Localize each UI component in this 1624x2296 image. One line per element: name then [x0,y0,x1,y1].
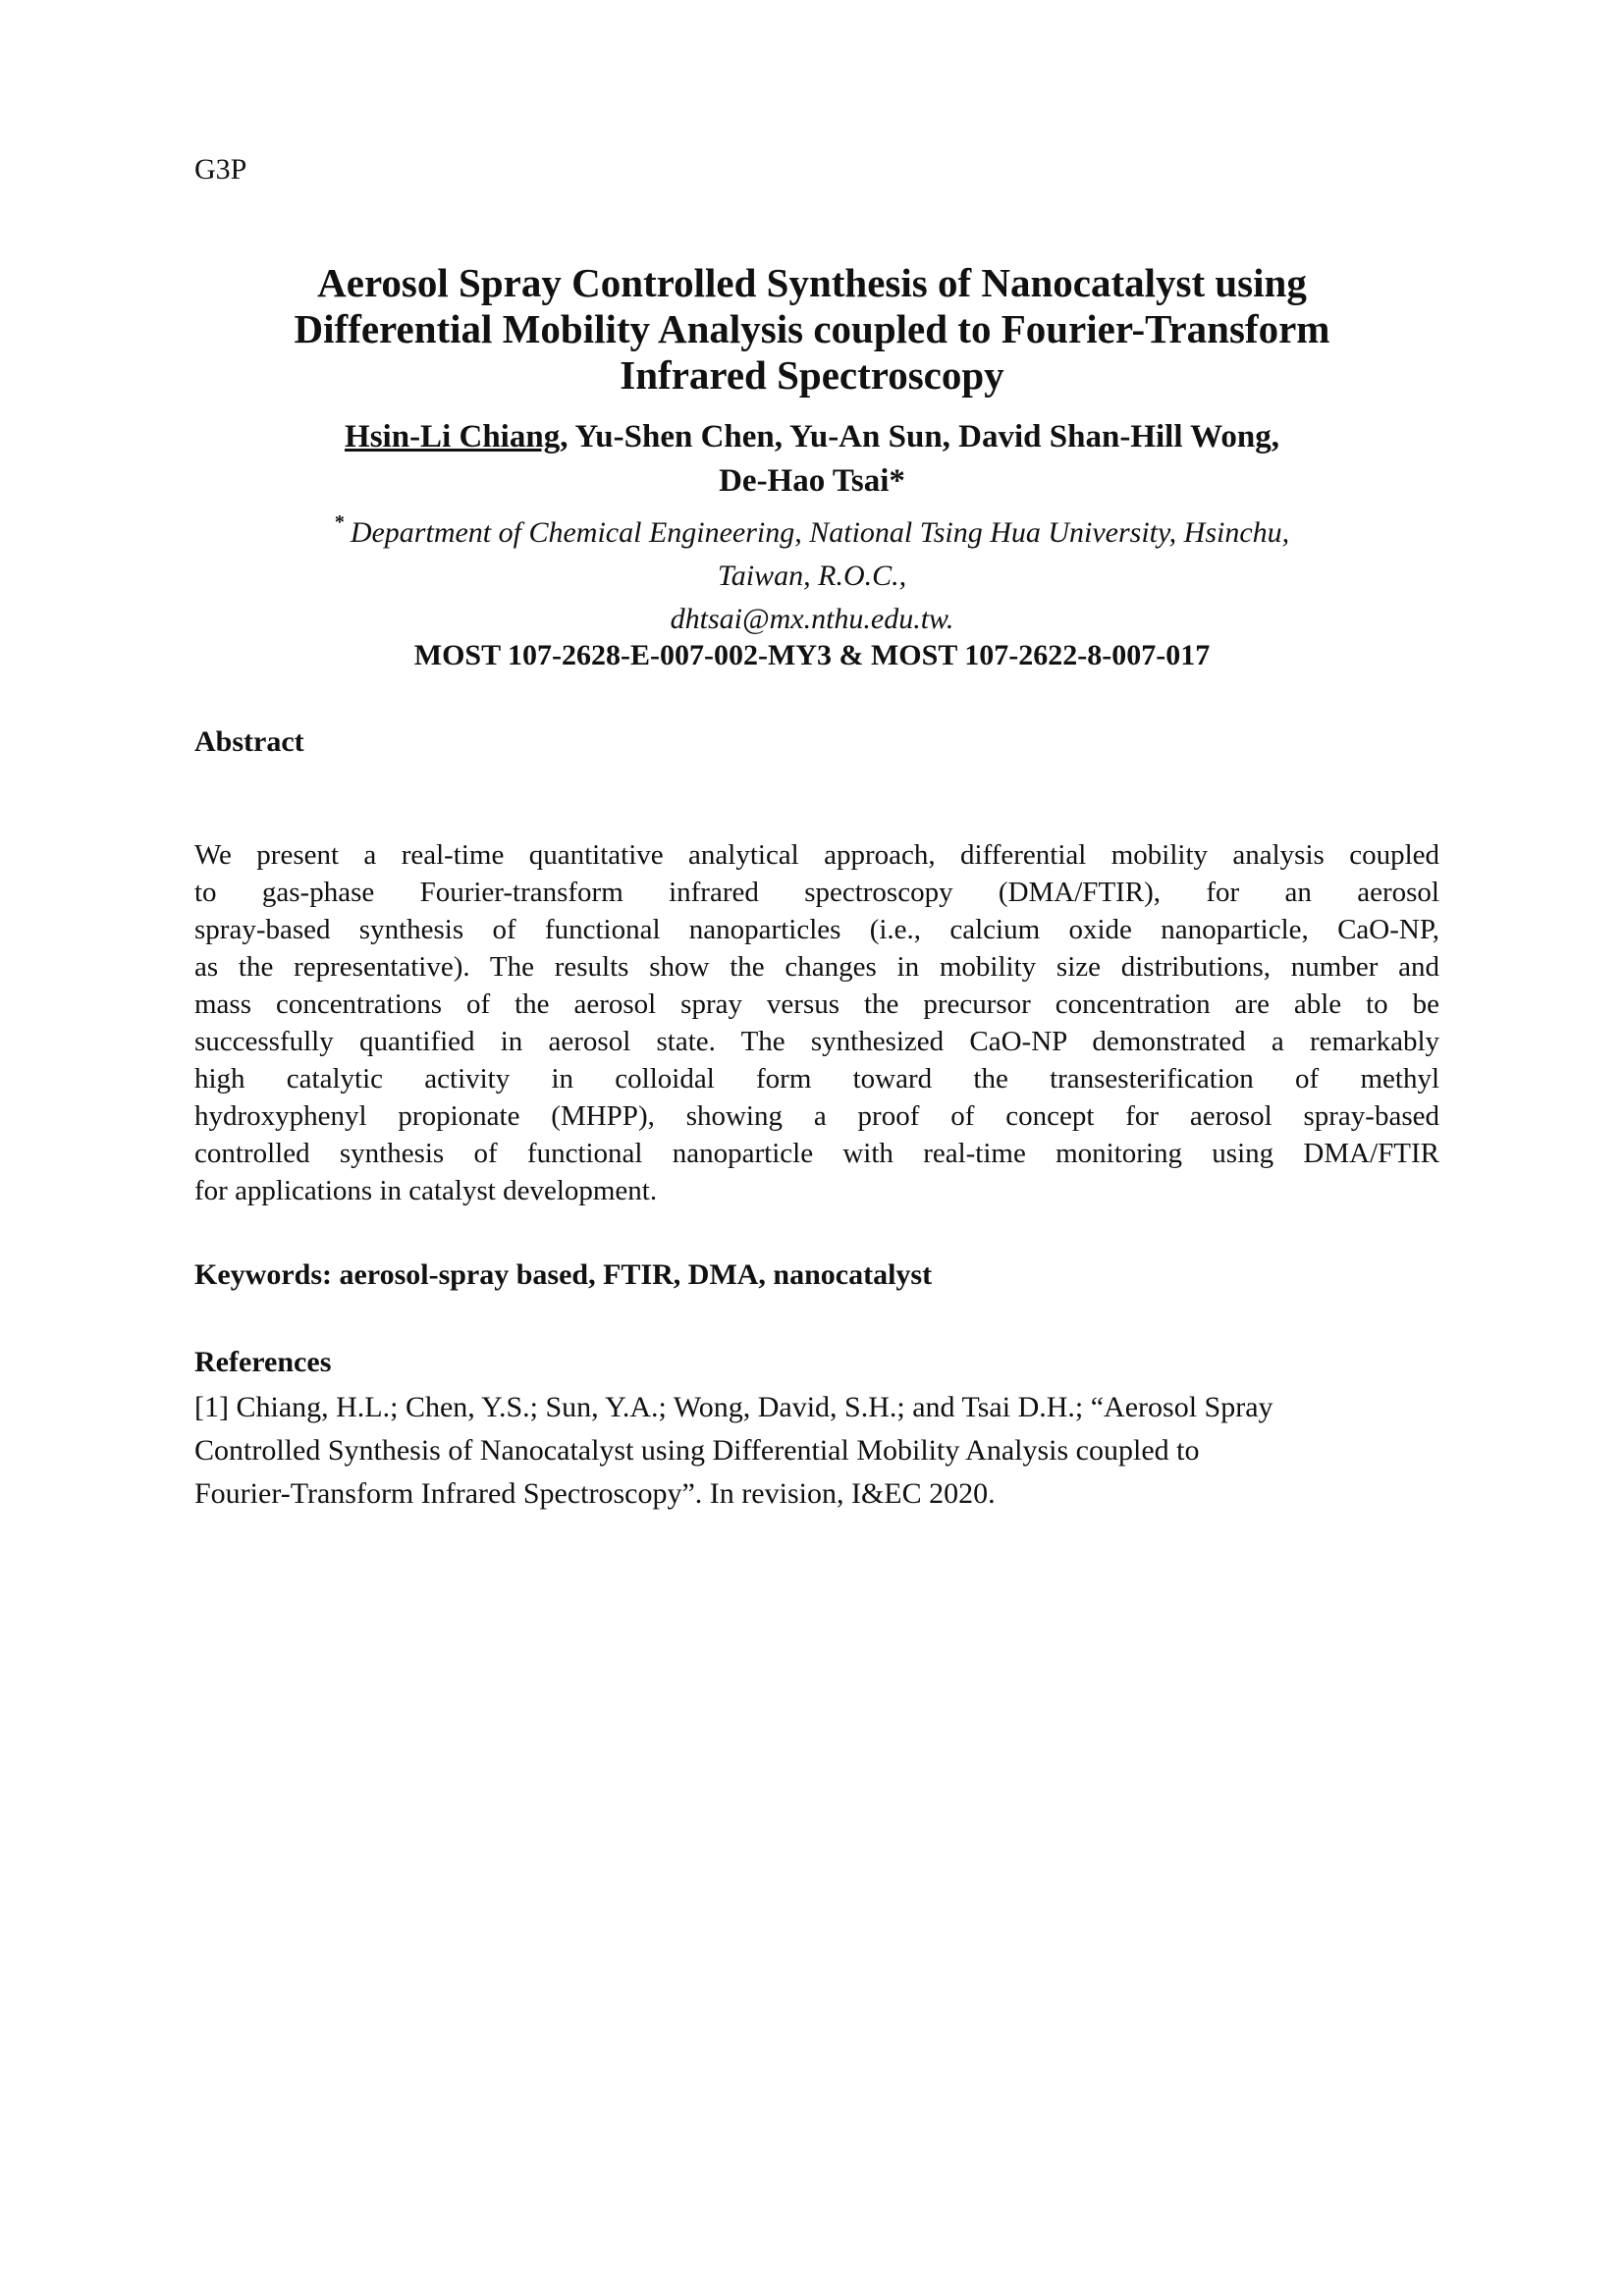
contact-email: dhtsai@mx.nthu.edu.tw. [670,603,954,635]
references-heading: References [194,1346,332,1378]
affiliation-line [196,501,1428,555]
abstract-line: as the representative). The results show the changes in mobility size distributions, number and [194,951,1439,983]
author-line [196,415,1428,459]
abstract-line: successfully quantified in aerosol state. The synthesized CaO-NP demonstrated a remarkably [194,1026,1439,1057]
abstract-line: hydroxyphenyl propionate (MHPP), showing a proof of concept for aerosol spray-based [194,1100,1439,1132]
affiliation-line: Taiwan, R.O.C., [717,560,907,592]
reference-list [194,1386,1439,1516]
abstract-line: spray-based synthesis of functional nanoparticles (i.e., calcium oxide nanoparticle, CaO-NP, [194,914,1439,945]
author-line: De-Hao Tsai* [719,463,905,499]
keywords: Keywords: aerosol-spray based, FTIR, DMA, nanocatalyst [194,1258,933,1291]
abstract-line: to gas-phase Fourier-transform infrared spectroscopy (DMA/FTIR), for an aerosol [194,877,1439,908]
presenting-author: Hsin-Li Chiang [345,419,561,454]
title-line: Differential Mobility Analysis coupled to Fourier-Transform [294,306,1330,351]
reference-line: [1] Chiang, H.L.; Chen, Y.S.; Sun, Y.A.; Wong, David, S.H.; and Tsai D.H.; “Aerosol Spray [194,1391,1273,1423]
abstract-line: for applications in catalyst development. [194,1175,658,1206]
abstract-heading: Abstract [194,725,304,758]
title-line: Infrared Spectroscopy [620,352,1004,398]
affiliation-marker: * [334,511,345,533]
reference-line: Fourier-Transform Infrared Spectroscopy”. In revision, I&EC 2020. [194,1477,996,1510]
abstract-line: controlled synthesis of functional nanoparticle with real-time monitoring using DMA/FTIR [194,1138,1439,1169]
affiliation-text: Department of Chemical Engineering, National Tsing Hua University, Hsinchu, [350,516,1290,549]
grant-numbers: MOST 107-2628-E-007-002-MY3 & MOST 107-2622-8-007-017 [413,639,1211,671]
paper-title [196,260,1428,399]
abstract-line: mass concentrations of the aerosol spray versus the precursor concentration are able to be [194,988,1439,1020]
abstract-body [194,836,1439,1209]
paper-code: G3P [194,153,247,186]
affiliation [196,501,1428,641]
reference-line: Controlled Synthesis of Nanocatalyst using Differential Mobility Analysis coupled to [194,1434,1200,1467]
author-list [196,415,1428,504]
co-authors: , Yu-Shen Chen, Yu-An Sun, David Shan-Hill Wong, [560,419,1279,454]
title-line: Aerosol Spray Controlled Synthesis of Nanocatalyst using [317,260,1307,305]
abstract-line: high catalytic activity in colloidal form toward the transesterification of methyl [194,1063,1439,1095]
abstract-line: We present a real-time quantitative analytical approach, differential mobility analysis coupled [194,839,1439,871]
